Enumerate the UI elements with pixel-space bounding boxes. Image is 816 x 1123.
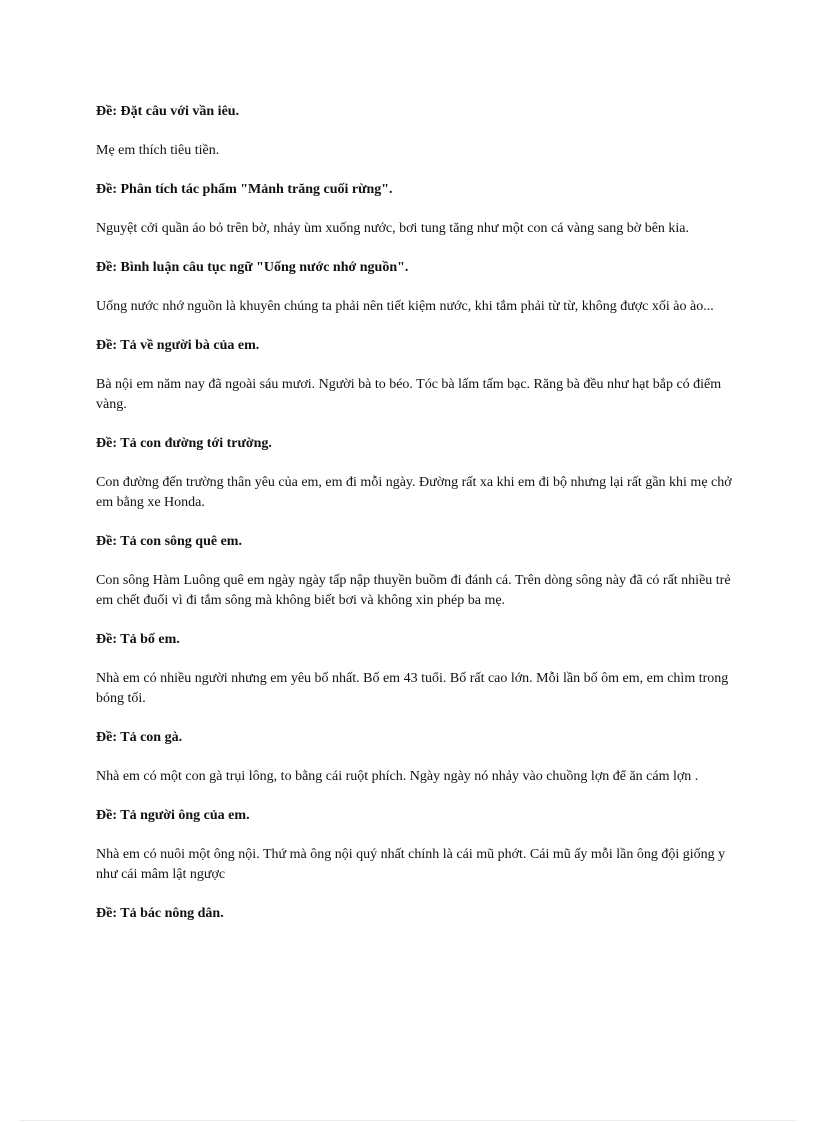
section-heading: Đề: Tả bố em. bbox=[96, 632, 180, 647]
section-heading: Đề: Phân tích tác phẩm "Mảnh trăng cuối rừng". bbox=[96, 182, 393, 197]
section-heading: Đề: Đặt câu với vần iêu. bbox=[96, 104, 240, 119]
section-heading: Đề: Tả bác nông dân. bbox=[96, 906, 224, 921]
section-body: Nhà em có một con gà trụi lông, to bằng cái ruột phích. Ngày ngày nó nhảy vào chuồng lợn để ăn cám lợn . bbox=[96, 769, 699, 784]
section-body: Mẹ em thích tiêu tiền. bbox=[96, 143, 220, 158]
section-heading: Đề: Bình luận câu tục ngữ "Uống nước nhớ nguồn". bbox=[96, 260, 409, 275]
page-bottom-divider bbox=[20, 1120, 796, 1121]
section-heading: Đề: Tả con đường tới trường. bbox=[96, 436, 272, 451]
section-heading: Đề: Tả con sông quê em. bbox=[96, 534, 242, 549]
section-heading: Đề: Tả người ông của em. bbox=[96, 808, 250, 823]
section-heading: Đề: Tả con gà. bbox=[96, 730, 183, 745]
section-body: Nhà em có nhiều người nhưng em yêu bố nhất. Bố em 43 tuổi. Bố rất cao lớn. Mỗi lần bố ôm em, em chìm trong bóng tối. bbox=[96, 671, 729, 706]
document-content bbox=[96, 102, 736, 924]
section-body: Uống nước nhớ nguồn là khuyên chúng ta phải nên tiết kiệm nước, khi tắm phải từ từ, không được xối ào ào... bbox=[96, 299, 714, 314]
section-body: Con sông Hàm Luông quê em ngày ngày tấp nập thuyền buồm đi đánh cá. Trên dòng sông này đã có rất nhiều trẻ em chết đuối vì đi tắm sông mà không biết bơi và không xin phép ba mẹ. bbox=[96, 573, 731, 608]
section-body: Nhà em có nuôi một ông nội. Thứ mà ông nội quý nhất chính là cái mũ phớt. Cái mũ ấy mỗi lần ông đội giống y như cái mâm lật ngược bbox=[96, 847, 726, 882]
section-body: Con đường đến trường thân yêu của em, em đi mỗi ngày. Đường rất xa khi em đi bộ nhưng lại rất gần khi mẹ chở em bằng xe Honda. bbox=[96, 475, 732, 510]
section-heading: Đề: Tả về người bà của em. bbox=[96, 338, 260, 353]
section-body: Nguyệt cởi quần áo bỏ trên bờ, nhảy ùm xuống nước, bơi tung tăng như một con cá vàng sang bờ bên kia. bbox=[96, 221, 690, 236]
section-body: Bà nội em năm nay đã ngoài sáu mươi. Người bà to béo. Tóc bà lấm tấm bạc. Răng bà đều như hạt bắp có điểm vàng. bbox=[96, 377, 722, 412]
